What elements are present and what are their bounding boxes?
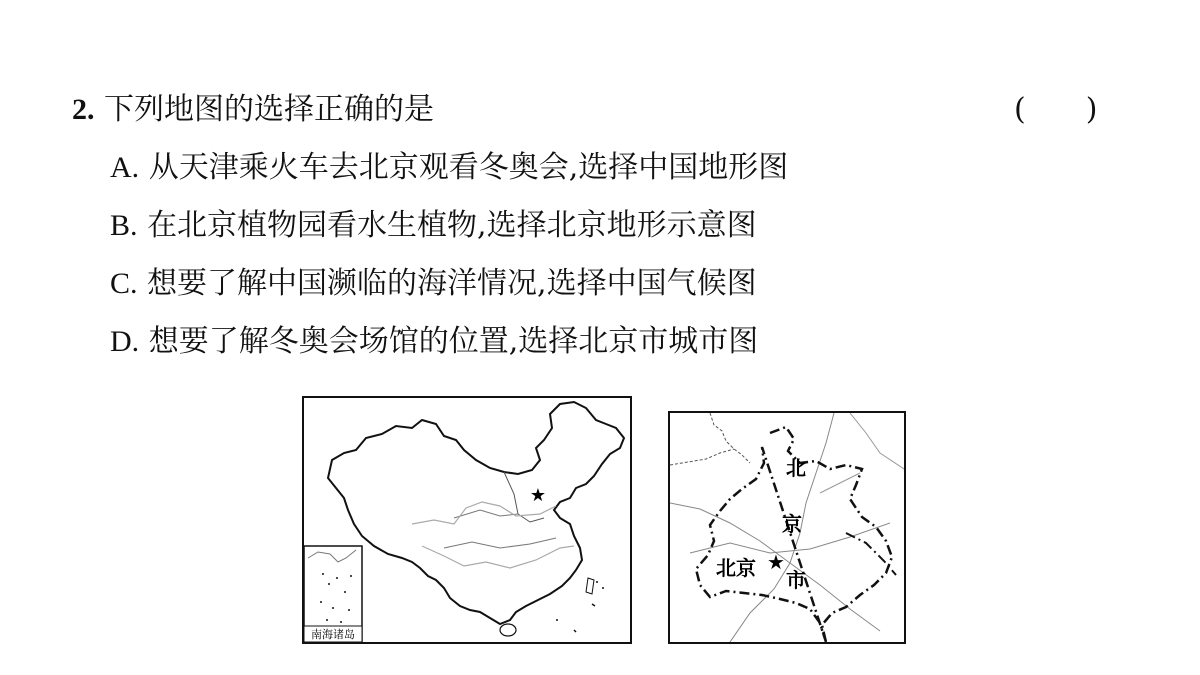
option-letter: B. <box>110 209 138 242</box>
option-letter: C. <box>110 267 138 300</box>
china-border <box>328 402 624 624</box>
map-label-jing: 京 <box>782 512 802 536</box>
river-changjiang <box>422 546 574 568</box>
option-text: 想要了解中国濒临的海洋情况,选择中国气候图 <box>147 266 757 301</box>
taiwan-island <box>586 578 594 594</box>
inset-label: 南海诸岛 <box>311 628 355 641</box>
great-wall-line <box>670 449 734 465</box>
hainan-island <box>500 624 516 636</box>
beijing-map-drawing <box>670 413 904 642</box>
china-map <box>302 396 632 644</box>
province-line <box>444 538 556 548</box>
map-label-bei: 北 <box>786 456 806 480</box>
option-a[interactable] <box>110 148 788 188</box>
road-line <box>850 413 904 469</box>
option-letter: D. <box>110 325 140 358</box>
option-letter: A. <box>110 151 140 184</box>
option-d[interactable] <box>110 322 758 362</box>
beijing-map <box>668 411 906 644</box>
great-wall-line <box>710 413 750 463</box>
option-text: 想要了解冬奥会场馆的位置,选择北京市城市图 <box>148 324 759 359</box>
map-label-shi: 市 <box>786 568 806 592</box>
option-text: 在北京植物园看水生植物,选择北京地形示意图 <box>147 208 757 243</box>
question-stem <box>72 90 434 130</box>
option-text: 从天津乘火车去北京观看冬奥会,选择中国地形图 <box>148 150 789 185</box>
island-dots <box>556 582 604 632</box>
question-number: 2. <box>72 93 95 126</box>
china-map-drawing <box>304 398 630 642</box>
option-b[interactable] <box>110 206 757 246</box>
beijing-city-star-icon: ★ <box>767 550 785 574</box>
answer-bracket[interactable]: ( ) <box>1014 92 1098 127</box>
question-text: 下列地图的选择正确的是 <box>104 92 435 127</box>
option-c[interactable] <box>110 264 757 304</box>
city-label-beijing: 北京 <box>716 556 756 580</box>
beijing-star-icon: ★ <box>529 485 547 506</box>
